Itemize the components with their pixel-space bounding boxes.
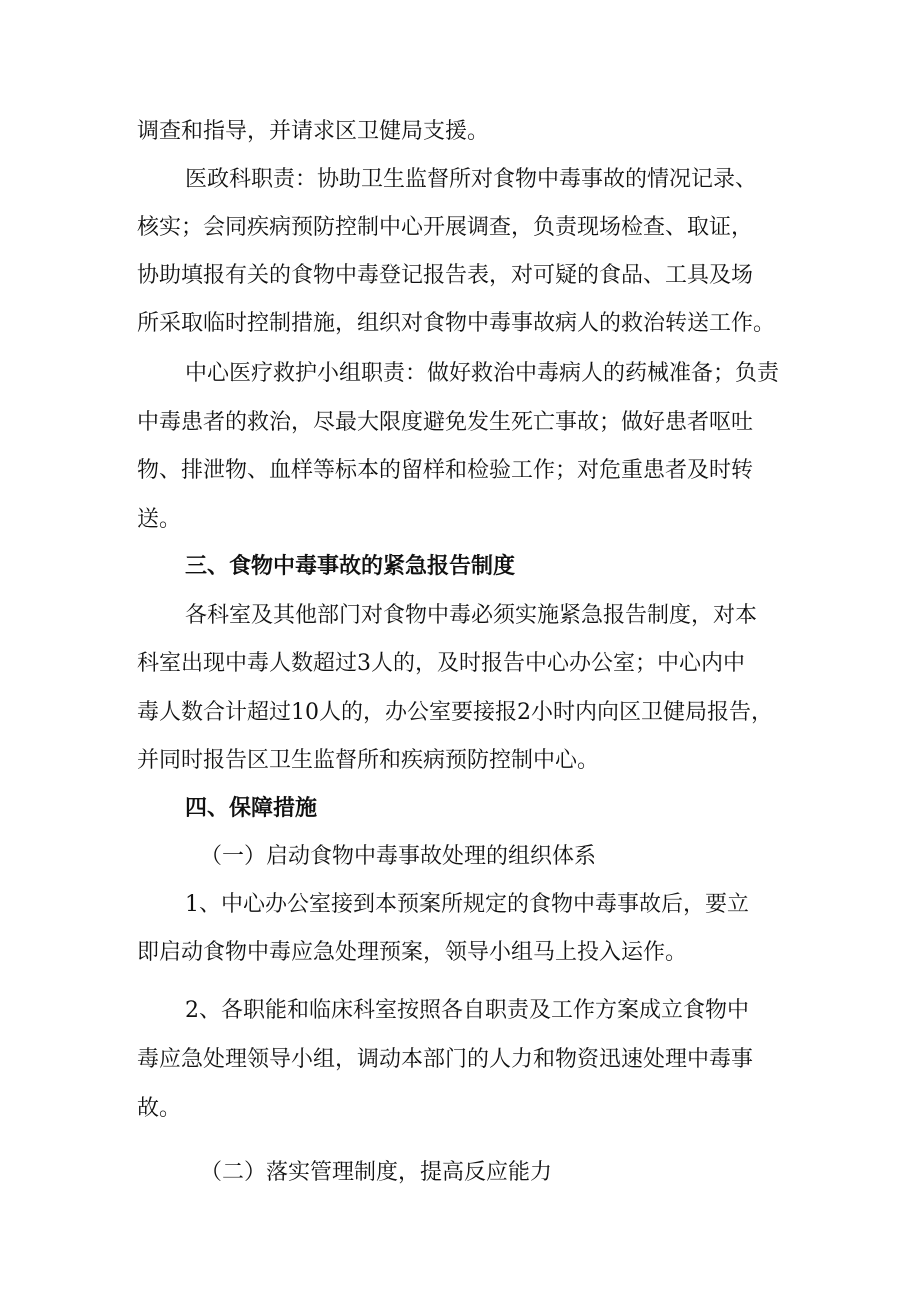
paragraph-line: 送。 xyxy=(137,507,182,532)
paragraph-line: 各科室及其他部门对食物中毒必须实施紧急报告制度，对本 xyxy=(185,603,758,628)
paragraph-line: 1、中心办公室接到本预案所规定的食物中毒事故后，要立 xyxy=(185,892,749,917)
paragraph-line: 协助填报有关的食物中毒登记报告表，对可疑的食品、工具及场 xyxy=(137,263,754,288)
paragraph-line: 中毒患者的救治，尽最大限度避免发生死亡事故；做好患者呕吐 xyxy=(137,410,754,435)
paragraph-line: 医政科职责：协助卫生监督所对食物中毒事故的情况记录、 xyxy=(185,167,758,192)
paragraph-line: 物、排泄物、血样等标本的留样和检验工作；对危重患者及时转 xyxy=(137,458,754,483)
paragraph-line: 故。 xyxy=(137,1096,182,1121)
section-heading-4: 四、保障措施 xyxy=(185,796,318,821)
paragraph-line: 中心医疗救护小组职责：做好救治中毒病人的药械准备；负责 xyxy=(185,361,780,386)
subsection-heading-2: （二）落实管理制度，提高反应能力 xyxy=(200,1160,553,1185)
paragraph-line: 2、各职能和临床科室按照各自职责及工作方案成立食物中 xyxy=(185,998,749,1023)
paragraph-line: 所采取临时控制措施，组织对食物中毒事故病人的救治转送工作。 xyxy=(137,311,776,336)
subsection-heading-1: （一）启动食物中毒事故处理的组织体系 xyxy=(200,844,597,869)
paragraph-line: 科室出现中毒人数超过3人的，及时报告中心办公室；中心内中 xyxy=(137,651,745,676)
paragraph-line: 调查和指导，并请求区卫健局支援。 xyxy=(137,119,490,144)
paragraph-line: 毒应急处理领导小组，调动本部门的人力和物资迅速处理中毒事 xyxy=(137,1047,754,1072)
paragraph-line: 核实；会同疾病预防控制中心开展调查，负责现场检查、取证， xyxy=(137,215,754,240)
paragraph-line: 即启动食物中毒应急处理预案，领导小组马上投入运作。 xyxy=(137,940,688,965)
paragraph-line: 并同时报告区卫生监督所和疾病预防控制中心。 xyxy=(137,748,600,773)
section-heading-3: 三、食物中毒事故的紧急报告制度 xyxy=(185,554,516,579)
paragraph-line: 毒人数合计超过10人的，办公室要接报2小时内向区卫健局报告， xyxy=(137,700,773,725)
